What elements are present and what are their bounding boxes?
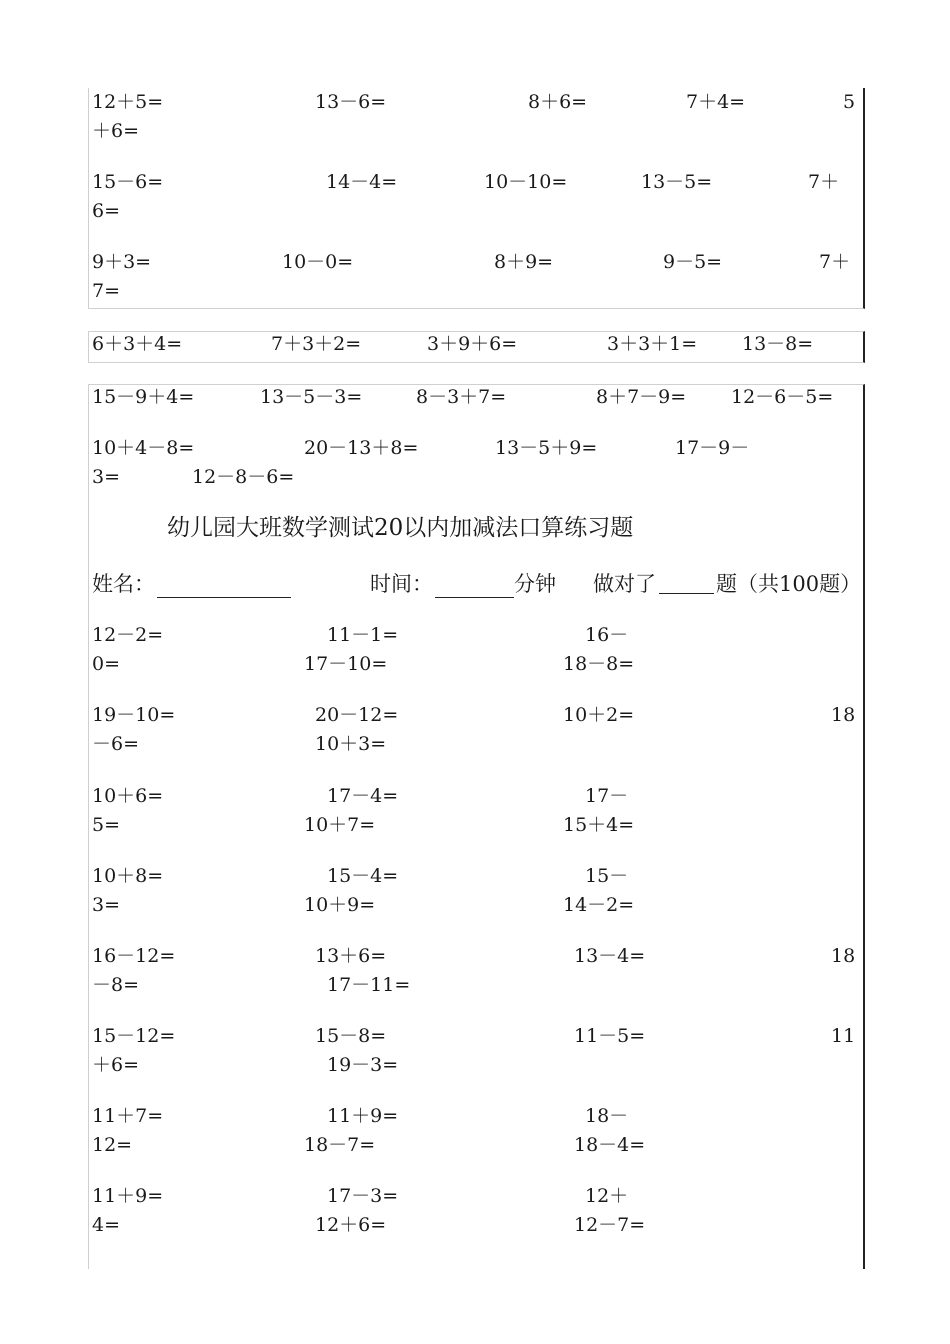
drill-problem: 16－ <box>585 624 629 646</box>
drill-problem: 17－3= <box>327 1185 399 1207</box>
drill-problem: 19－3= <box>327 1054 399 1076</box>
drill-problem: 17－11= <box>327 974 411 996</box>
problem: 12－8－6= <box>192 466 295 488</box>
drill-problem: 15－ <box>585 865 629 887</box>
drill-problem: 12= <box>92 1134 133 1156</box>
drill-problem: 11＋9= <box>92 1185 164 1207</box>
problem: 6= <box>92 200 121 222</box>
problem: 12＋5= <box>92 91 164 113</box>
problem: 3= <box>92 466 121 488</box>
time-label: 时间： <box>370 572 433 596</box>
drill-problem: 18－4= <box>574 1134 646 1156</box>
drill-problem: 18－ <box>585 1105 629 1127</box>
problem: 8＋9= <box>494 251 554 273</box>
drill-problem: 12＋6= <box>315 1214 387 1236</box>
drill-problem: 13＋6= <box>315 945 387 967</box>
problem: 7= <box>92 280 121 302</box>
drill-problem: 12－7= <box>574 1214 646 1236</box>
drill-problem: 12＋ <box>585 1185 629 1207</box>
drill-problem: 15－4= <box>327 865 399 887</box>
drill-problem: －8= <box>92 974 140 996</box>
problem: 10－0= <box>282 251 354 273</box>
drill-problem: 0= <box>92 653 121 675</box>
problem: 7＋4= <box>686 91 746 113</box>
drill-problem: 10＋7= <box>304 814 376 836</box>
drill-problem: ＋6= <box>92 1054 140 1076</box>
problem: 6＋3＋4= <box>92 333 183 355</box>
problem: ＋6= <box>92 120 140 142</box>
drill-problem: 13－4= <box>574 945 646 967</box>
drill-problem: 20－12= <box>315 704 399 726</box>
drill-problem: 10＋8= <box>92 865 164 887</box>
problem: 13－8= <box>742 333 814 355</box>
problem: 8－3＋7= <box>416 386 507 408</box>
drill-problem: 10＋6= <box>92 785 164 807</box>
problem: 10＋4－8= <box>92 437 195 459</box>
page-title: 幼儿园大班数学测试20以内加减法口算练习题 <box>167 515 634 541</box>
drill-problem: 11－1= <box>327 624 399 646</box>
problem: 5 <box>843 91 856 113</box>
drill-problem: 10＋9= <box>304 894 376 916</box>
drill-problem: 15－12= <box>92 1025 176 1047</box>
problem: 12－6－5= <box>731 386 834 408</box>
problem: 15－6= <box>92 171 164 193</box>
name-label: 姓名： <box>92 572 155 596</box>
drill-problem: 15－8= <box>315 1025 387 1047</box>
drill-problem: 18－8= <box>563 653 635 675</box>
drill-problem: 16－12= <box>92 945 176 967</box>
drill-problem: 10＋2= <box>563 704 635 726</box>
drill-problem: 17－4= <box>327 785 399 807</box>
problem: 3＋3＋1= <box>607 333 698 355</box>
problem: 9－5= <box>663 251 723 273</box>
drill-problem: 12－2= <box>92 624 164 646</box>
problem: 13－5= <box>641 171 713 193</box>
drill-problem: 19－10= <box>92 704 176 726</box>
problem: 7＋3＋2= <box>271 333 362 355</box>
problem: 10－10= <box>484 171 568 193</box>
drill-problem: 18 <box>831 945 856 967</box>
drill-problem: 17－10= <box>304 653 388 675</box>
problem: 7＋ <box>819 251 851 273</box>
drill-problem: 17－ <box>585 785 629 807</box>
problem: 3＋9＋6= <box>427 333 518 355</box>
time-blank[interactable] <box>435 597 514 598</box>
drill-problem: 11 <box>831 1025 856 1047</box>
drill-problem: 4= <box>92 1214 121 1236</box>
drill-problem: 18 <box>831 704 856 726</box>
section-box-1 <box>88 88 865 309</box>
problem: 7＋ <box>808 171 840 193</box>
problem: 13－6= <box>315 91 387 113</box>
name-blank[interactable] <box>157 597 291 598</box>
drill-problem: 11＋7= <box>92 1105 164 1127</box>
problem: 13－5－3= <box>260 386 363 408</box>
drill-problem: 18－7= <box>304 1134 376 1156</box>
drill-problem: 11－5= <box>574 1025 646 1047</box>
drill-problem: 3= <box>92 894 121 916</box>
drill-problem: 14－2= <box>563 894 635 916</box>
minutes-label: 分钟 <box>514 572 556 596</box>
problem: 15－9＋4= <box>92 386 195 408</box>
correct-blank[interactable] <box>659 593 714 594</box>
drill-problem: 5= <box>92 814 121 836</box>
problem: 8＋6= <box>528 91 588 113</box>
problem: 17－9－ <box>675 437 750 459</box>
problem: 20－13＋8= <box>304 437 419 459</box>
correct-label: 做对了 <box>593 572 656 596</box>
count-label: 题（共100题） <box>716 572 862 596</box>
problem: 13－5＋9= <box>495 437 598 459</box>
problem: 14－4= <box>326 171 398 193</box>
drill-problem: －6= <box>92 733 140 755</box>
problem: 8＋7－9= <box>596 386 687 408</box>
drill-problem: 11＋9= <box>327 1105 399 1127</box>
drill-problem: 15＋4= <box>563 814 635 836</box>
problem: 9＋3= <box>92 251 152 273</box>
drill-problem: 10＋3= <box>315 733 387 755</box>
